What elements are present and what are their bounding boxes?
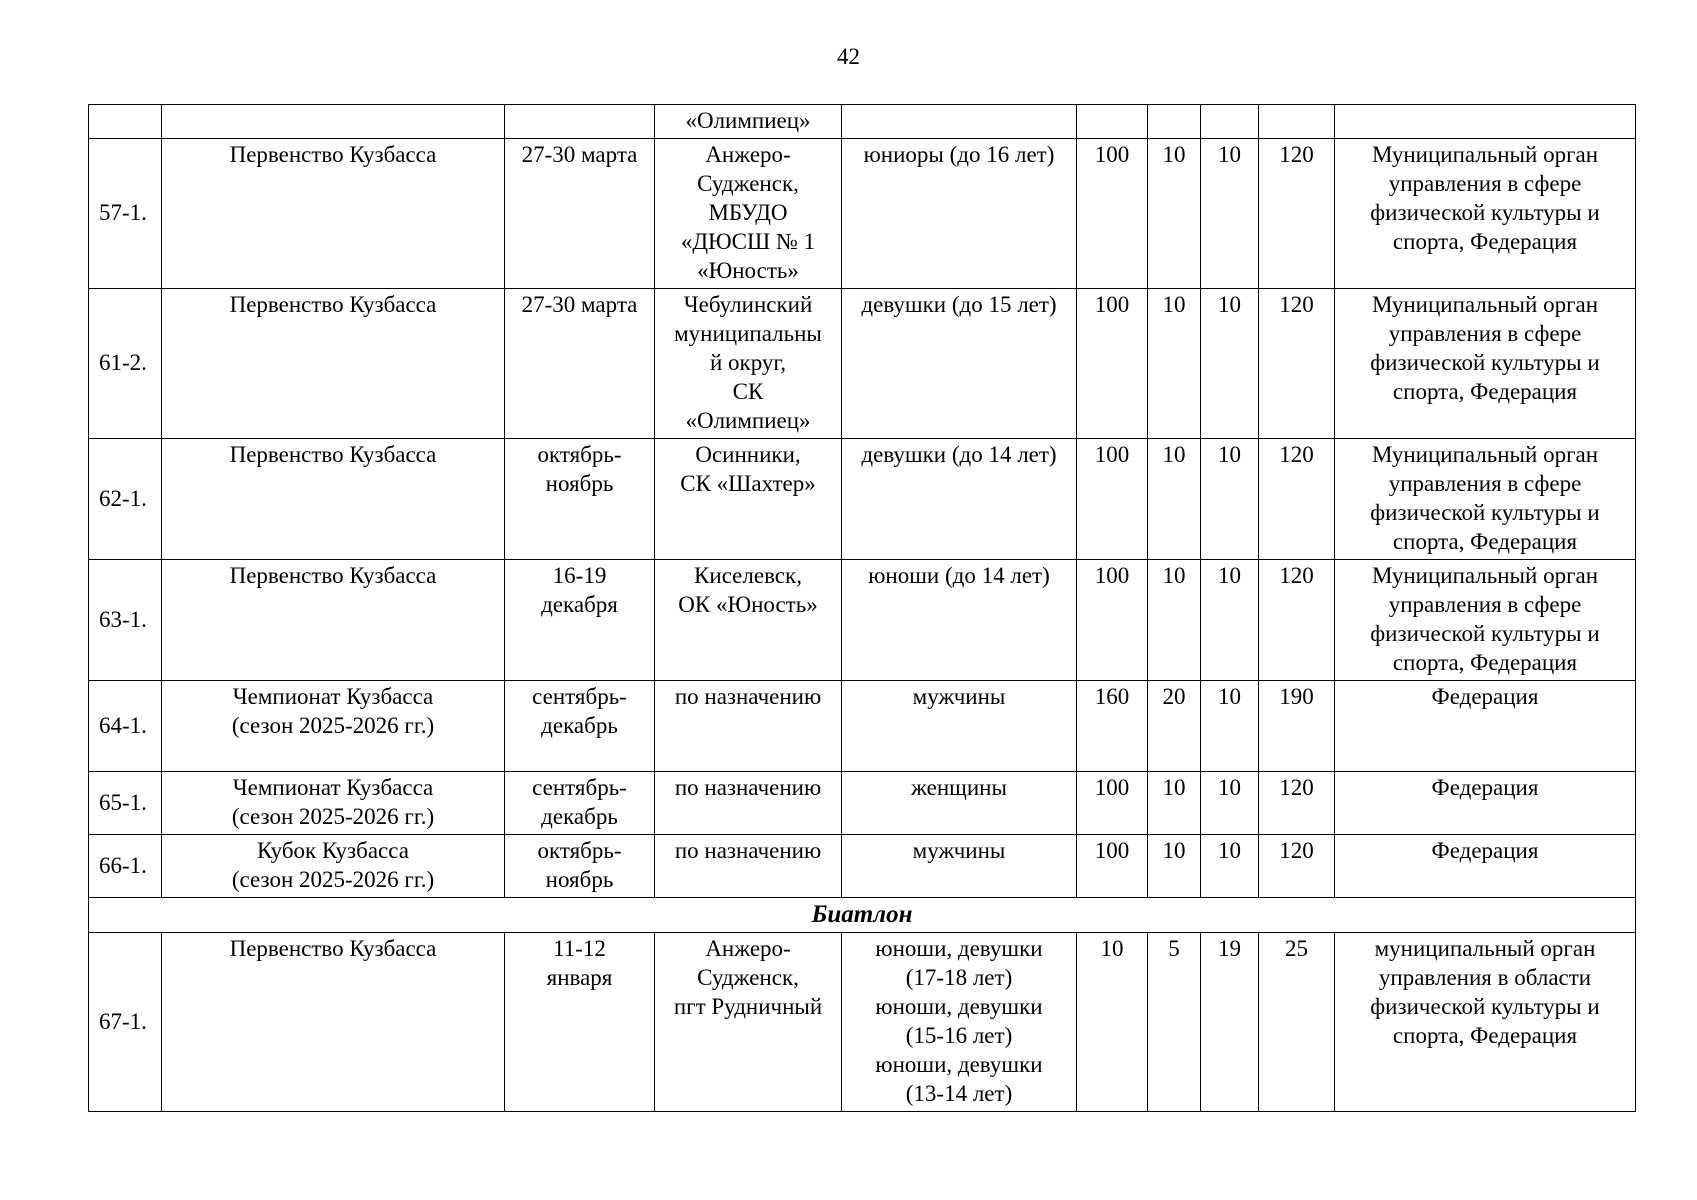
dates-cell-line: января [546,965,613,990]
organizer-cell-line: Муниципальный орган [1371,292,1599,317]
count-cell-2: 10 [1148,560,1201,681]
dates-cell-line: ноябрь [545,471,614,496]
event-cell-line: (сезон 2025-2026 гг.) [231,867,435,892]
table-row [89,933,1636,1112]
organizer-cell-line: физической культуры и [1370,500,1600,525]
event-cell-line: (сезон 2025-2026 гг.) [231,804,435,829]
venue-cell [655,560,842,681]
count-cell-2: 10 [1148,772,1201,835]
events-table [88,104,1636,1112]
event-cell-line: Первенство Кузбасса [229,563,437,588]
venue-cell-line: ОК «Юность» [678,592,818,617]
organizer-cell [1335,681,1636,772]
organizer-cell [1335,139,1636,289]
dates-cell-line: декабрь [541,713,618,738]
participants-cell [842,139,1077,289]
table-row [89,439,1636,560]
count-cell-1: 160 [1077,681,1148,772]
count-cell-2: 10 [1148,439,1201,560]
event-cell-line: Первенство Кузбасса [229,142,437,167]
dates-cell-line: 27-30 марта [521,292,638,317]
count-cell-total: 120 [1259,560,1335,681]
count-cell-3: 10 [1201,289,1259,439]
count-cell-3: 10 [1201,772,1259,835]
row-number-cell: 57-1. [89,139,162,289]
row-number-cell: 66-1. [89,835,162,898]
venue-cell [655,439,842,560]
organizer-cell-line: физической культуры и [1370,994,1600,1019]
venue-cell-line: Киселевск, [694,563,802,588]
venue-cell-line: Анжеро- [705,142,791,167]
participants-cell [842,933,1077,1112]
count-cell-1: 100 [1077,560,1148,681]
dates-cell-line: ноябрь [545,867,614,892]
dates-cell [505,560,655,681]
event-cell [162,139,505,289]
count-cell-3: 10 [1201,139,1259,289]
table-row [89,289,1636,439]
participants-cell [842,681,1077,772]
event-cell [162,933,505,1112]
organizer-cell-line: управления в сфере [1388,171,1582,196]
venue-cell-line: Чебулинский [683,292,813,317]
venue-cell-line: Судженск, [697,171,799,196]
organizer-cell-line: управления в области [1378,965,1592,990]
participants-cell-line: (17-18 лет) [905,965,1013,990]
row-number-cell: 67-1. [89,933,162,1112]
participants-cell-line: мужчины [912,684,1006,709]
venue-cell-line: СК [732,379,764,404]
participants-cell-line: юноши, девушки [875,1052,1043,1077]
count-cell-2: 20 [1148,681,1201,772]
count-cell-1: 100 [1077,772,1148,835]
table-row [89,560,1636,681]
organizer-cell-line: Федерация [1431,775,1539,800]
count-cell-1: 100 [1077,835,1148,898]
table-row [89,681,1636,772]
organizer-cell [1335,439,1636,560]
organizer-cell-line: Муниципальный орган [1371,563,1599,588]
venue-cell-line: муниципальны [674,321,822,346]
page-number: 42 [837,44,860,69]
event-cell-line: Кубок Кузбасса [257,838,409,863]
dates-cell [505,139,655,289]
participants-cell-line: юниоры (до 16 лет) [863,142,1055,167]
count-cell-total: 120 [1259,139,1335,289]
participants-cell [842,772,1077,835]
dates-cell-line: декабря [541,592,618,617]
dates-cell [505,835,655,898]
organizer-cell-line: спорта, Федерация [1392,379,1578,404]
venue-cell-line: пгт Рудничный [673,994,823,1019]
participants-cell-line: (13-14 лет) [905,1081,1013,1106]
participants-cell [842,835,1077,898]
count-cell-3: 19 [1201,933,1259,1112]
organizer-cell-line: спорта, Федерация [1392,1023,1578,1048]
organizer-cell [1335,933,1636,1112]
event-cell-line: Первенство Кузбасса [229,936,437,961]
organizer-cell-line: управления в сфере [1388,592,1582,617]
venue-cell [655,289,842,439]
organizer-cell-line: физической культуры и [1370,621,1600,646]
participants-cell-line: (15-16 лет) [905,1023,1013,1048]
dates-cell-line: октябрь- [537,442,622,467]
table-row-continuation [89,105,1636,139]
dates-cell [505,439,655,560]
venue-cell-line: «ДЮСШ № 1 [680,229,816,254]
count-cell-3: 10 [1201,835,1259,898]
event-cell [162,835,505,898]
count-cell-1: 100 [1077,139,1148,289]
event-cell-line: Первенство Кузбасса [229,442,437,467]
dates-cell-line: октябрь- [537,838,622,863]
event-cell [162,681,505,772]
participants-cell [842,560,1077,681]
participants-cell-line: юноши (до 14 лет) [868,563,1050,588]
venue-cell-line: СК «Шахтер» [680,471,816,496]
count-cell-total: 120 [1259,439,1335,560]
organizer-cell-line: спорта, Федерация [1392,229,1578,254]
participants-cell-line: юноши, девушки [875,936,1043,961]
organizer-cell-line: Федерация [1431,684,1539,709]
dates-cell-line: 11-12 [553,936,606,961]
venue-cell [655,681,842,772]
venue-cell-line: «Олимпиец» [685,408,811,433]
organizer-cell-line: управления в сфере [1388,471,1582,496]
organizer-cell-line: управления в сфере [1388,321,1582,346]
event-cell-line: Чемпионат Кузбасса [232,684,434,709]
venue-cell-line: по назначению [674,775,822,800]
count-cell-2: 10 [1148,835,1201,898]
count-cell-total: 190 [1259,681,1335,772]
event-cell [162,289,505,439]
organizer-cell-line: Муниципальный орган [1371,142,1599,167]
venue-cell [655,139,842,289]
count-cell-2: 10 [1148,139,1201,289]
organizer-cell-line: муниципальный орган [1374,936,1596,961]
dates-cell [505,289,655,439]
count-cell-1: 10 [1077,933,1148,1112]
event-cell [162,439,505,560]
venue-cell-line: МБУДО [708,200,788,225]
dates-cell [505,681,655,772]
count-cell-1: 100 [1077,289,1148,439]
dates-cell [505,933,655,1112]
count-cell-total: 25 [1259,933,1335,1112]
venue-cell-line: Осинники, [695,442,801,467]
venue-cell-line: по назначению [674,838,822,863]
organizer-cell-line: Федерация [1431,838,1539,863]
venue-cell [655,835,842,898]
dates-cell-line: сентябрь- [532,684,627,709]
count-cell-total: 120 [1259,772,1335,835]
venue-cell-line: «Юность» [697,258,799,283]
row-number-cell: 64-1. [89,681,162,772]
participants-cell-line: мужчины [912,838,1006,863]
section-title: Биатлон [89,898,1636,933]
venue-cell: «Олимпиец» [655,105,842,139]
participants-cell-line: девушки (до 15 лет) [861,292,1057,317]
venue-cell [655,772,842,835]
table-row [89,772,1636,835]
organizer-cell [1335,560,1636,681]
participants-cell-line: женщины [911,775,1007,800]
count-cell-3: 10 [1201,439,1259,560]
organizer-cell [1335,772,1636,835]
organizer-cell-line: Муниципальный орган [1371,442,1599,467]
count-cell-1: 100 [1077,439,1148,560]
count-cell-total: 120 [1259,835,1335,898]
dates-cell-line: 27-30 марта [521,142,638,167]
row-number-cell: 62-1. [89,439,162,560]
venue-cell-line: по назначению [674,684,822,709]
row-number-cell: 65-1. [89,772,162,835]
event-cell [162,560,505,681]
dates-cell-line: сентябрь- [532,775,627,800]
count-cell-3: 10 [1201,560,1259,681]
dates-cell-line: декабрь [541,804,618,829]
dates-cell-line: 16-19 [552,563,607,588]
venue-cell [655,933,842,1112]
participants-cell [842,439,1077,560]
organizer-cell-line: физической культуры и [1370,200,1600,225]
dates-cell [505,772,655,835]
row-number-cell: 63-1. [89,560,162,681]
count-cell-2: 5 [1148,933,1201,1112]
count-cell-2: 10 [1148,289,1201,439]
event-cell-line: Первенство Кузбасса [229,292,437,317]
organizer-cell [1335,289,1636,439]
participants-cell-line: юноши, девушки [875,994,1043,1019]
organizer-cell [1335,835,1636,898]
table-row [89,139,1636,289]
table-row [89,835,1636,898]
event-cell-line: (сезон 2025-2026 гг.) [231,713,435,738]
participants-cell [842,289,1077,439]
venue-cell-line: й округ, [709,350,787,375]
venue-cell-line: Судженск, [697,965,799,990]
organizer-cell-line: физической культуры и [1370,350,1600,375]
venue-cell-line: Анжеро- [705,936,791,961]
organizer-cell-line: спорта, Федерация [1392,650,1578,675]
event-cell-line: Чемпионат Кузбасса [232,775,434,800]
organizer-cell-line: спорта, Федерация [1392,529,1578,554]
participants-cell-line: девушки (до 14 лет) [861,442,1057,467]
count-cell-3: 10 [1201,681,1259,772]
row-number-cell: 61-2. [89,289,162,439]
section-row [89,898,1636,933]
count-cell-total: 120 [1259,289,1335,439]
event-cell [162,772,505,835]
